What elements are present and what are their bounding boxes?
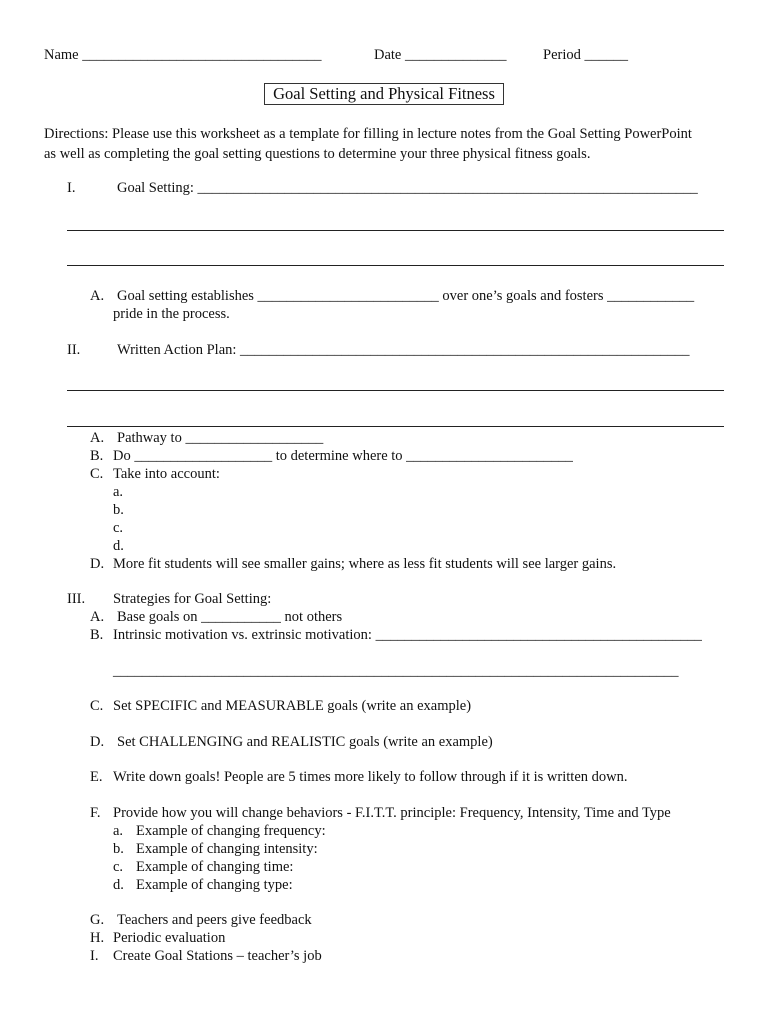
section-2-subitem-c: c.	[113, 520, 124, 536]
section-2-numeral: II.	[67, 342, 81, 358]
section-3-subitem-c: Example of changing time:	[136, 859, 294, 875]
answer-line[interactable]	[67, 265, 724, 266]
section-3-subitem-b: Example of changing intensity:	[136, 841, 318, 857]
section-1-item-a-continued: pride in the process.	[113, 306, 230, 322]
page-title: Goal Setting and Physical Fitness	[264, 83, 504, 105]
section-3-item-i: Create Goal Stations – teacher’s job	[113, 948, 322, 964]
section-3-item-g: Teachers and peers give feedback	[117, 912, 312, 928]
section-3-item-b-answer-line[interactable]: ______________________________________________________________________________	[113, 663, 679, 679]
section-3-item-a: Base goals on ___________ not others	[117, 609, 343, 625]
date-field[interactable]: Date ______________	[374, 47, 507, 63]
section-2-item-c: Take into account:	[113, 466, 220, 482]
answer-line[interactable]	[67, 426, 724, 427]
section-3-subitem-a: Example of changing frequency:	[136, 823, 326, 839]
section-2-heading: Written Action Plan: ______________________________________________________________	[117, 342, 690, 358]
section-1-item-a-marker: A.	[90, 288, 105, 304]
section-2-subitem-d: d.	[113, 538, 124, 554]
name-field[interactable]: Name _________________________________	[44, 47, 322, 63]
directions-line-2: as well as completing the goal setting questions to determine your three physical fitness goals.	[44, 146, 591, 162]
section-3-item-b-marker: B.	[90, 627, 104, 643]
section-1-numeral: I.	[67, 180, 76, 196]
section-3-item-h-marker: H.	[90, 930, 105, 946]
section-2-item-a-marker: A.	[90, 430, 105, 446]
section-2-item-d-marker: D.	[90, 556, 105, 572]
section-3-item-e-marker: E.	[90, 769, 103, 785]
section-3-item-g-marker: G.	[90, 912, 105, 928]
section-2-item-b-marker: B.	[90, 448, 104, 464]
section-3-item-d-marker: D.	[90, 734, 105, 750]
section-3-item-c-marker: C.	[90, 698, 104, 714]
answer-line[interactable]	[67, 390, 724, 391]
section-1-heading: Goal Setting: _____________________________________________________________________	[117, 180, 698, 196]
section-2-subitem-a: a.	[113, 484, 124, 500]
section-3-item-e: Write down goals! People are 5 times more likely to follow through if it is written down.	[113, 769, 628, 785]
section-3-numeral: III.	[67, 591, 86, 607]
section-3-item-f: Provide how you will change behaviors - F.I.T.T. principle: Frequency, Intensity, Time and Type	[113, 805, 671, 821]
section-3-item-a-marker: A.	[90, 609, 105, 625]
section-2-item-c-marker: C.	[90, 466, 104, 482]
section-3-heading: Strategies for Goal Setting:	[113, 591, 272, 607]
section-3-item-h: Periodic evaluation	[113, 930, 226, 946]
answer-line[interactable]	[67, 230, 724, 231]
period-field[interactable]: Period ______	[543, 47, 628, 63]
section-3-subitem-a-marker: a.	[113, 823, 124, 839]
section-3-item-f-marker: F.	[90, 805, 101, 821]
section-1-item-a: Goal setting establishes _________________________ over one’s goals and fosters ____________	[117, 288, 695, 304]
directions-line-1: Directions: Please use this worksheet as a template for filling in lecture notes from the Goal Setting PowerPoint	[44, 126, 692, 142]
section-3-item-i-marker: I.	[90, 948, 99, 964]
section-2-item-a: Pathway to ___________________	[117, 430, 324, 446]
section-3-item-b: Intrinsic motivation vs. extrinsic motivation: _____________________________________________	[113, 627, 702, 643]
section-3-item-c: Set SPECIFIC and MEASURABLE goals (write an example)	[113, 698, 472, 714]
section-2-item-d: More fit students will see smaller gains; where as less fit students will see larger gains.	[113, 556, 617, 572]
section-3-subitem-b-marker: b.	[113, 841, 124, 857]
section-3-subitem-d-marker: d.	[113, 877, 124, 893]
section-2-subitem-b: b.	[113, 502, 124, 518]
section-3-subitem-d: Example of changing type:	[136, 877, 293, 893]
section-2-item-b: Do ___________________ to determine where to _______________________	[113, 448, 573, 464]
section-3-subitem-c-marker: c.	[113, 859, 124, 875]
section-3-item-d: Set CHALLENGING and REALISTIC goals (write an example)	[117, 734, 493, 750]
